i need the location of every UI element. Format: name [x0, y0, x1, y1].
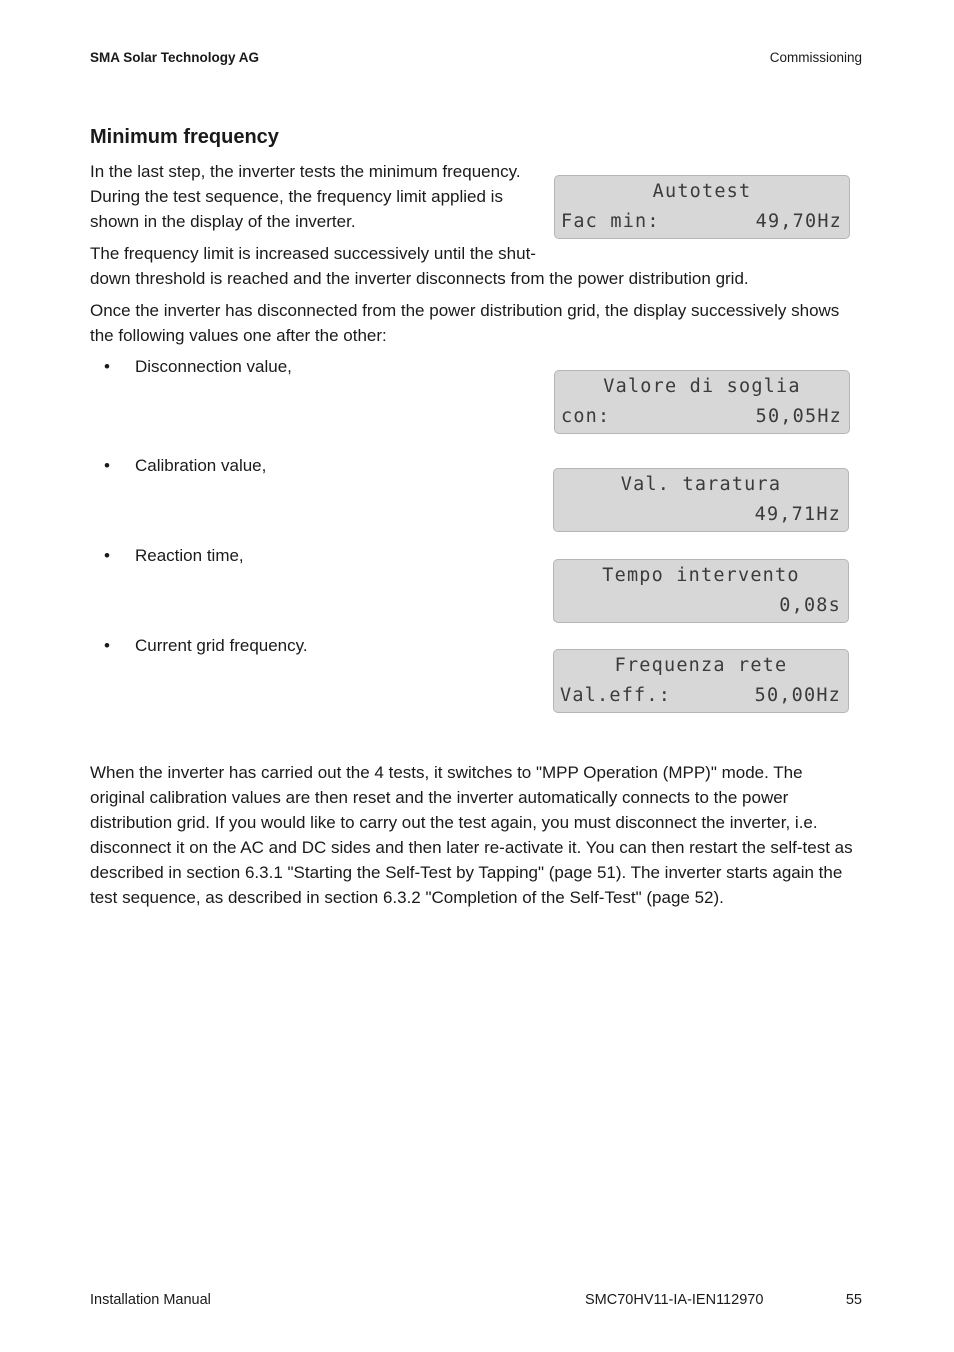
bullet-marker: •	[104, 456, 110, 475]
increase-line-1: The frequency limit is increased successively until the shut-	[90, 244, 536, 263]
lcd-line-2-label: Val.eff.:	[560, 685, 672, 706]
lcd-line-1: Val. taratura	[620, 474, 782, 495]
lcd-line-1: Valore di soglia	[603, 376, 801, 397]
section-title: Minimum frequency	[90, 126, 279, 148]
lcd-display-autotest	[554, 175, 850, 239]
lcd-line-2-label: con:	[561, 406, 611, 427]
footer-manual: Installation Manual	[90, 1292, 211, 1308]
closing-paragraph: When the inverter has carried out the 4 tests, it switches to "MPP Operation (MPP)" mode. The original calibration values are then reset and the inverter automatically connects to the power distribution grid. If you would like to carry out the test again, you must disconnect the inverter, i.e. disconnect it on the AC and DC sides and then later re-activate it. You can then restart the self-test as described in section 6.3.1 "Starting the Self-Test by Tapping" (page 51). The inverter starts again the test sequence, as described in section 6.3.2 "Completion of the Self-Test" (page 52).	[90, 763, 853, 907]
footer-page-number: 55	[845, 1292, 862, 1308]
bullet-current-grid-frequency	[104, 633, 308, 658]
bullet-reaction-time	[104, 543, 244, 568]
footer-doc-id: SMC70HV11-IA-IEN112970	[585, 1292, 764, 1308]
once-disconnected-paragraph: Once the inverter has disconnected from the power distribution grid, the display successively shows the following values one after the other:	[90, 301, 840, 345]
bullet-calibration-value	[104, 453, 266, 478]
lcd-display-reaction-time	[553, 559, 849, 623]
bullet-text: Current grid frequency.	[135, 636, 308, 655]
header-chapter: Commissioning	[769, 50, 862, 65]
increase-line-2: down threshold is reached and the inverter disconnects from the power distribution grid.	[90, 269, 749, 288]
header-company: SMA Solar Technology AG	[90, 50, 260, 65]
bullet-text: Calibration value,	[135, 456, 267, 475]
lcd-display-calibration-value	[553, 468, 849, 532]
lcd-display-grid-frequency	[553, 649, 849, 713]
lcd-line-2-value: 50,00Hz	[754, 685, 841, 706]
lcd-line-2-label: Fac min:	[561, 211, 660, 232]
lcd-display-disconnection-value	[554, 370, 850, 434]
lcd-line-2-value: 0,08s	[779, 595, 841, 616]
lcd-line-1: Autotest	[652, 181, 752, 202]
bullet-marker: •	[104, 546, 110, 565]
bullet-disconnection-value	[104, 354, 292, 379]
lcd-line-1: Tempo intervento	[602, 565, 800, 586]
bullet-text: Reaction time,	[135, 546, 244, 565]
lcd-line-1: Frequenza rete	[614, 655, 788, 676]
lcd-line-2-value: 49,70Hz	[755, 211, 842, 232]
bullet-marker: •	[104, 357, 110, 376]
lcd-line-2-value: 50,05Hz	[755, 406, 842, 427]
bullet-marker: •	[104, 636, 110, 655]
lcd-line-2-value: 49,71Hz	[754, 504, 841, 525]
bullet-text: Disconnection value,	[135, 357, 292, 376]
intro-paragraph: In the last step, the inverter tests the minimum frequency. During the test sequence, the frequency limit applied is shown in the display of the inverter.	[90, 162, 521, 231]
